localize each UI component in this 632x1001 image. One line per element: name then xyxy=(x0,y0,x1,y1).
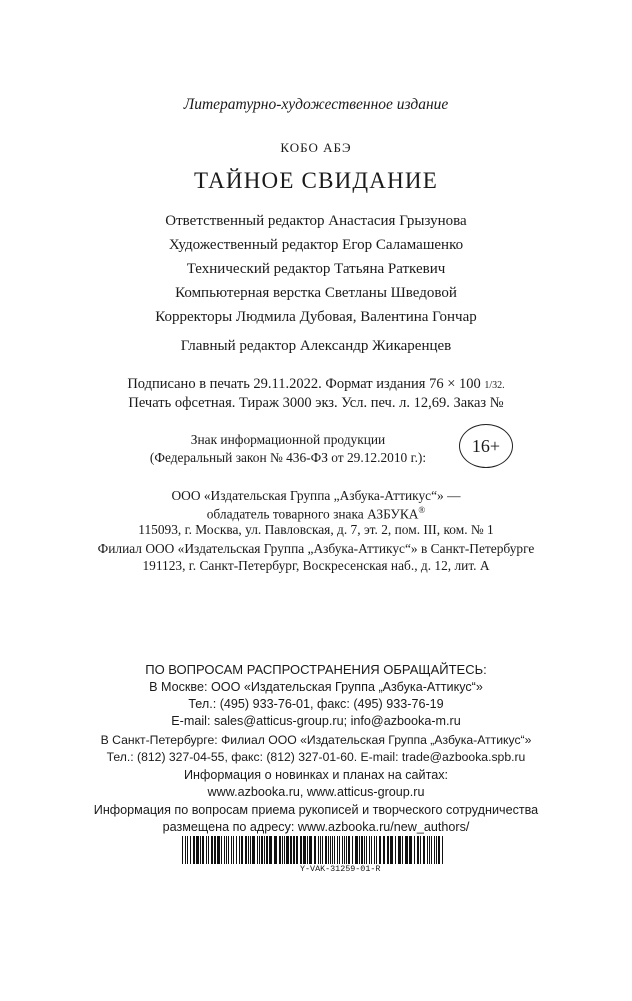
barcode-bar xyxy=(376,836,377,864)
distribution-spb-1: В Санкт-Петербурге: Филиал ООО «Издательская Группа „Азбука-Аттикус“» xyxy=(100,733,532,747)
barcode-bar xyxy=(224,836,225,864)
info-mark-line-1: Знак информационной продукции xyxy=(190,432,386,447)
barcode-bar xyxy=(348,836,350,864)
staff-line: Художественный редактор Егор Саламашенко xyxy=(168,237,464,253)
barcode-bar xyxy=(371,836,372,864)
barcode-bar xyxy=(402,836,403,864)
barcode-bar xyxy=(359,836,360,864)
sites-line-1: Информация о новинках и планах на сайтах: xyxy=(183,768,448,782)
barcode-bar xyxy=(241,836,243,864)
barcode-bar xyxy=(266,836,268,864)
barcode-bar xyxy=(187,836,188,864)
barcode-bar xyxy=(434,836,435,864)
barcode-bar xyxy=(190,836,191,864)
barcode-bar xyxy=(309,836,312,864)
barcode-id: Y-VAK-31259-01-R xyxy=(300,864,381,874)
barcode-bar xyxy=(366,836,367,864)
distribution-moscow-1: В Москве: ООО «Издательская Группа „Азбука-Аттикус“» xyxy=(149,680,483,694)
publisher-line-3: 115093, г. Москва, ул. Павловская, д. 7, эт. 2, пом. III, ком. № 1 xyxy=(138,522,494,537)
barcode-bar xyxy=(269,836,272,864)
staff-line: Корректоры Людмила Дубовая, Валентина Гончар xyxy=(155,309,477,325)
barcode-bar xyxy=(330,836,331,864)
barcode-bar xyxy=(228,836,229,864)
distribution-heading: ПО ВОПРОСАМ РАСПРОСТРАНЕНИЯ ОБРАЩАЙТЕСЬ: xyxy=(145,662,487,677)
barcode-bar xyxy=(261,836,263,864)
barcode-bar xyxy=(208,836,209,864)
barcode-bar xyxy=(320,836,321,864)
barcode-bar xyxy=(364,836,365,864)
publisher-line-2 xyxy=(0,505,632,522)
publisher-line-1: ООО «Издательская Группа „Азбука-Аттикус“» — xyxy=(171,488,461,503)
barcode-bar xyxy=(423,836,425,864)
barcode-bar xyxy=(398,836,401,864)
barcode-bar xyxy=(284,836,285,864)
barcode-bar xyxy=(245,836,247,864)
barcode-bar xyxy=(438,836,440,864)
chief-editor: Главный редактор Александр Жикаренцев xyxy=(180,338,452,354)
barcode-bar xyxy=(286,836,289,864)
barcode-bar xyxy=(395,836,396,864)
barcode-bar xyxy=(314,836,316,864)
staff-line: Технический редактор Татьяна Раткевич xyxy=(186,261,446,277)
print-info-line-1 xyxy=(0,376,632,393)
barcode-bar xyxy=(231,836,232,864)
barcode-bar xyxy=(431,836,432,864)
barcode-bar xyxy=(307,836,308,864)
barcode-bar xyxy=(257,836,258,864)
barcode-bar xyxy=(355,836,358,864)
barcode-bar xyxy=(250,836,251,864)
barcode-bar xyxy=(339,836,340,864)
barcode-bar xyxy=(206,836,207,864)
manuscripts-line-1: Информация по вопросам приема рукописей и творческого сотрудничества xyxy=(93,803,539,817)
barcode-bar xyxy=(414,836,415,864)
book-title: ТАЙНОЕ СВИДАНИЕ xyxy=(193,168,438,193)
barcode-bar xyxy=(221,836,222,864)
format-fraction: 1/32. xyxy=(484,380,505,391)
print-info-text: Подписано в печать 29.11.2022. Формат издания 76 × 100 xyxy=(127,376,481,392)
barcode-bar xyxy=(233,836,234,864)
edition-type: Литературно-художественное издание xyxy=(183,96,449,113)
barcode-bar xyxy=(196,836,199,864)
info-mark-line-2: (Федеральный закон № 436-ФЗ от 29.12.2010 г.): xyxy=(149,450,427,465)
barcode-bar xyxy=(332,836,333,864)
barcode-bar xyxy=(429,836,430,864)
distribution-moscow-3: E-mail: sales@atticus-group.ru; info@azbooka-m.ru xyxy=(171,714,461,728)
barcode-bar xyxy=(328,836,329,864)
barcode-bar xyxy=(282,836,283,864)
barcode-bar xyxy=(296,836,298,864)
barcode-bar xyxy=(200,836,201,864)
staff-line: Ответственный редактор Анастасия Грызунова xyxy=(165,213,467,229)
barcode-bar xyxy=(226,836,227,864)
barcode-bar xyxy=(361,836,363,864)
barcode-bar xyxy=(239,836,240,864)
barcode-bar xyxy=(420,836,421,864)
barcode-bar xyxy=(182,836,183,864)
barcode-bar xyxy=(290,836,292,864)
barcode-bar xyxy=(390,836,393,864)
barcode-bar xyxy=(369,836,370,864)
author-name: КОБО АБЭ xyxy=(280,140,352,155)
barcode-bar xyxy=(274,836,277,864)
staff-line: Компьютерная верстка Светланы Шведовой xyxy=(175,285,457,301)
barcode-bar xyxy=(279,836,281,864)
barcode-bar xyxy=(193,836,195,864)
manuscripts-line-2: размещена по адресу: www.azbooka.ru/new_authors/ xyxy=(162,820,470,834)
publisher-trademark-text: обладатель товарного знака АЗБУКА xyxy=(206,506,419,522)
barcode-bar xyxy=(322,836,323,864)
barcode-bar xyxy=(346,836,347,864)
barcode-bar xyxy=(409,836,412,864)
barcode-bar xyxy=(436,836,437,864)
barcode-bar xyxy=(211,836,213,864)
barcode-bar xyxy=(293,836,295,864)
barcode-bar xyxy=(405,836,408,864)
barcode-bar xyxy=(427,836,428,864)
print-info-line-2: Печать офсетная. Тираж 3000 экз. Усл. печ. л. 12,69. Заказ № xyxy=(128,395,504,411)
barcode-bar xyxy=(417,836,419,864)
barcode-bar xyxy=(318,836,319,864)
barcode-bar xyxy=(303,836,306,864)
barcode-bar xyxy=(383,836,385,864)
barcode-bar xyxy=(202,836,204,864)
barcode-bar xyxy=(337,836,338,864)
barcode-bar xyxy=(236,836,237,864)
distribution-spb-2: Тел.: (812) 327-04-55, факс: (812) 327-01-60. E-mail: trade@azbooka.spb.ru xyxy=(106,750,526,764)
barcode-bars xyxy=(182,836,446,864)
barcode-bar xyxy=(185,836,186,864)
barcode-bar xyxy=(248,836,249,864)
barcode-bar xyxy=(264,836,265,864)
barcode-bar xyxy=(379,836,381,864)
barcode-bar xyxy=(214,836,216,864)
publisher-line-4: Филиал ООО «Издательская Группа „Азбука-Аттикус“» в Санкт-Петербурге xyxy=(97,541,535,556)
barcode-bar xyxy=(252,836,255,864)
barcode-bar xyxy=(325,836,327,864)
sites-line-2: www.azbooka.ru, www.atticus-group.ru xyxy=(207,785,425,799)
barcode-bar xyxy=(342,836,343,864)
barcode-bar xyxy=(334,836,335,864)
barcode-bar xyxy=(352,836,353,864)
barcode-bar xyxy=(300,836,302,864)
distribution-moscow-2: Тел.: (495) 933-76-01, факс: (495) 933-76-19 xyxy=(188,697,444,711)
age-rating-badge: 16+ xyxy=(459,424,513,468)
barcode-bar xyxy=(442,836,443,864)
barcode-bar xyxy=(374,836,375,864)
barcode-bar xyxy=(259,836,260,864)
barcode-bar xyxy=(217,836,220,864)
barcode-bar xyxy=(387,836,389,864)
barcode-bar xyxy=(344,836,345,864)
registered-mark: ® xyxy=(418,505,426,515)
publisher-line-5: 191123, г. Санкт-Петербург, Воскресенская наб., д. 12, лит. А xyxy=(142,558,490,573)
